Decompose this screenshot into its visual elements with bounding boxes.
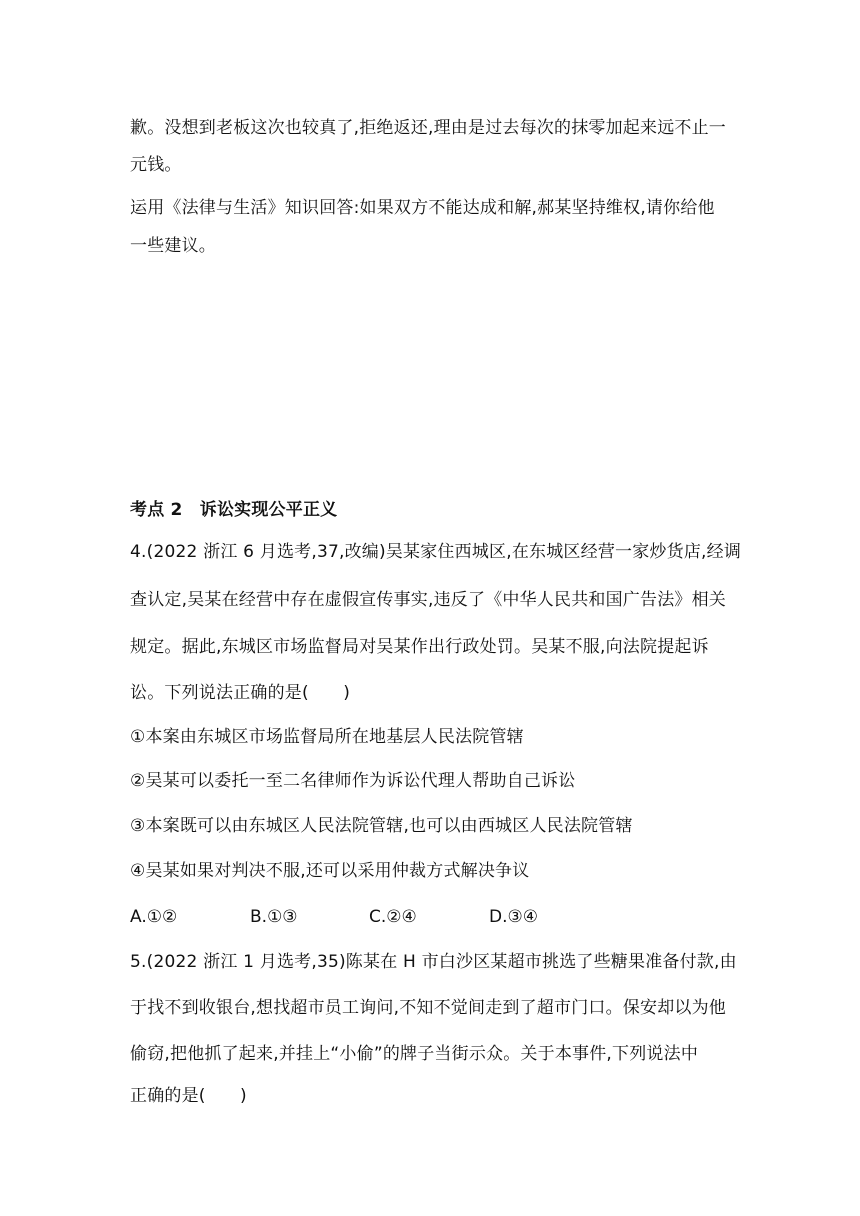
q4-option-d: D.③④ (489, 907, 538, 927)
q4-line-4: 讼。下列说法正确的是( ) (130, 683, 351, 703)
q5-line-3: 偷窃,把他抓了起来,并挂上“小偷”的牌子当街示众。关于本事件,下列说法中 (130, 1044, 699, 1064)
q4-option-a: A.①② (130, 907, 178, 927)
section-heading: 考点 2 诉讼实现公平正义 (130, 500, 338, 520)
q5-line-4: 正确的是( ) (130, 1086, 247, 1106)
q4-line-2: 查认定,吴某在经营中存在虚假宣传事实,违反了《中华人民共和国广告法》相关 (130, 590, 727, 610)
q4-line-1: 4.(2022 浙江 6 月选考,37,改编)吴某家住西城区,在东城区经营一家炒货店,经调 (130, 542, 742, 562)
q4-option-c: C.②④ (369, 907, 417, 927)
q4-option-b: B.①③ (250, 907, 298, 927)
q5-line-1: 5.(2022 浙江 1 月选考,35)陈某在 H 市白沙区某超市挑选了些糖果准备付款,由 (130, 952, 737, 972)
q3-line-4: 一些建议。 (130, 236, 216, 256)
q4-statement-2: ②吴某可以委托一至二名律师作为诉讼代理人帮助自己诉讼 (130, 771, 576, 791)
q3-line-3: 运用《法律与生活》知识回答:如果双方不能达成和解,郝某坚持维权,请你给他 (130, 198, 715, 218)
q3-line-2: 元钱。 (130, 155, 182, 175)
q4-line-3: 规定。据此,东城区市场监督局对吴某作出行政处罚。吴某不服,向法院提起诉 (130, 637, 709, 657)
q3-line-1: 歉。没想到老板这次也较真了,拒绝返还,理由是过去每次的抹零加起来远不止一 (130, 118, 727, 138)
q4-statement-3: ③本案既可以由东城区人民法院管辖,也可以由西城区人民法院管辖 (130, 816, 633, 836)
q4-statement-1: ①本案由东城区市场监督局所在地基层人民法院管辖 (130, 727, 524, 747)
q4-statement-4: ④吴某如果对判决不服,还可以采用仲裁方式解决争议 (130, 861, 530, 881)
q5-line-2: 于找不到收银台,想找超市员工询问,不知不觉间走到了超市门口。保安却以为他 (130, 998, 727, 1018)
